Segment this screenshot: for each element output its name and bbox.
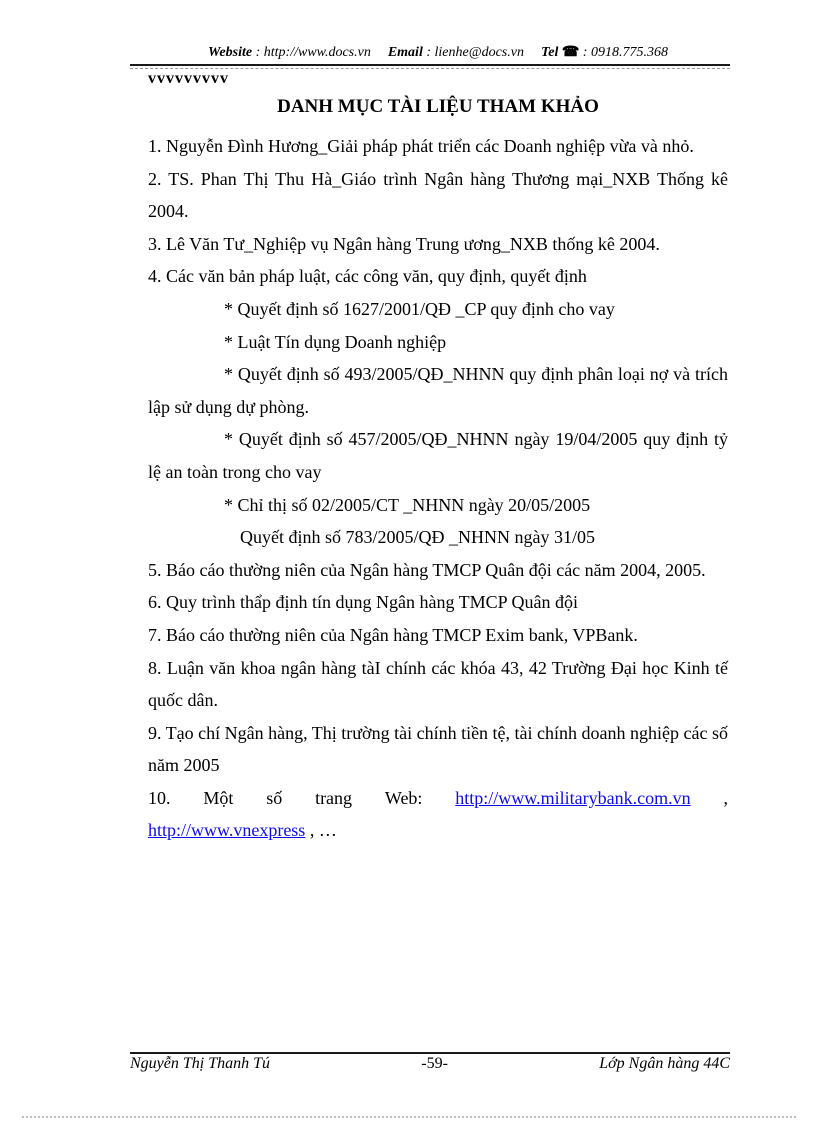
header-website-value: : http://www.docs.vn bbox=[255, 45, 371, 60]
reference-subitem: * Quyết định số 457/2005/QĐ_NHNN ngày 19/04/2005 quy định tỷ lệ an toàn trong cho vay bbox=[148, 429, 728, 482]
reference-subitem: Quyết định số 783/2005/QĐ _NHNN ngày 31/05 bbox=[240, 527, 595, 548]
header-tel-label: Tel bbox=[540, 45, 559, 60]
reference-item-web bbox=[148, 782, 728, 815]
phone-icon: ☎ bbox=[561, 45, 580, 60]
reference-subitem: * Quyết định số 493/2005/QĐ_NHNN quy định phân loại nợ và trích lập sử dụng dự phòng. bbox=[148, 364, 728, 417]
page-header bbox=[148, 0, 728, 61]
reference-item: 5. Báo cáo thường niên của Ngân hàng TMCP Quân đội các năm 2004, 2005. bbox=[148, 559, 706, 580]
footer-class-name: Lớp Ngân hàng 44C bbox=[599, 1055, 730, 1072]
footer-row bbox=[130, 1054, 730, 1073]
reference-item: 8. Luận văn khoa ngân hàng tàI chính các khóa 43, 42 Trường Đại học Kinh tế quốc dân. bbox=[148, 657, 728, 711]
page-title: DANH MỤC TÀI LIỆU THAM KHẢO bbox=[277, 96, 599, 117]
web-item-word: số bbox=[266, 787, 283, 808]
web-item-word: trang bbox=[315, 787, 353, 808]
reference-item: 7. Báo cáo thường niên của Ngân hàng TMCP Exim bank, VPBank. bbox=[148, 624, 638, 645]
footer-author: Nguyễn Thị Thanh Tú bbox=[130, 1055, 271, 1072]
web-item-word: Web: bbox=[384, 787, 423, 808]
page-footer bbox=[130, 1052, 730, 1073]
page-break-indicator bbox=[22, 1116, 796, 1118]
web-item-number: 10. bbox=[148, 787, 171, 808]
reference-subitem: * Luật Tín dụng Doanh nghiệp bbox=[224, 331, 447, 352]
vnexpress-link[interactable]: http://www.vnexpress bbox=[148, 820, 306, 841]
reference-item: 4. Các văn bản pháp luật, các công văn, quy định, quyết định bbox=[148, 266, 587, 287]
header-website-label: Website bbox=[208, 45, 253, 60]
reference-item: 9. Tạo chí Ngân hàng, Thị trường tài chính tiền tệ, tài chính doanh nghiệp các số năm 2005 bbox=[148, 722, 728, 776]
reference-subitem: * Quyết định số 1627/2001/QĐ _CP quy định cho vay bbox=[224, 298, 615, 319]
header-email-label: Email bbox=[387, 45, 423, 60]
reference-subitem: * Chỉ thị số 02/2005/CT _NHNN ngày 20/05/2005 bbox=[224, 494, 591, 515]
reference-item: 1. Nguyễn Đình Hương_Giải pháp phát triển các Doanh nghiệp vừa và nhỏ. bbox=[148, 136, 694, 156]
militarybank-link[interactable]: http://www.militarybank.com.vn bbox=[455, 787, 691, 808]
header-tel-value: : 0918.775.368 bbox=[582, 45, 668, 60]
reference-item-web-continued bbox=[148, 814, 728, 847]
header-marker-text: vvvvvvvvv bbox=[148, 70, 229, 87]
header-email-value: : lienhe@docs.vn bbox=[426, 45, 524, 60]
footer-page-number: -59- bbox=[421, 1055, 448, 1072]
reference-item: 2. TS. Phan Thị Thu Hà_Giáo trình Ngân hàng Thương mại_NXB Thống kê 2004. bbox=[148, 168, 728, 222]
reference-item: 3. Lê Văn Tư_Nghiệp vụ Ngân hàng Trung ương_NXB thống kê 2004. bbox=[148, 233, 660, 254]
header-rule bbox=[130, 64, 730, 69]
reference-list bbox=[148, 130, 728, 847]
web-item-suffix: , … bbox=[309, 820, 337, 841]
web-item-separator: , bbox=[723, 787, 728, 808]
reference-item: 6. Quy trình thẩp định tín dụng Ngân hàng TMCP Quân đội bbox=[148, 592, 578, 613]
web-item-word: Một bbox=[203, 787, 234, 808]
